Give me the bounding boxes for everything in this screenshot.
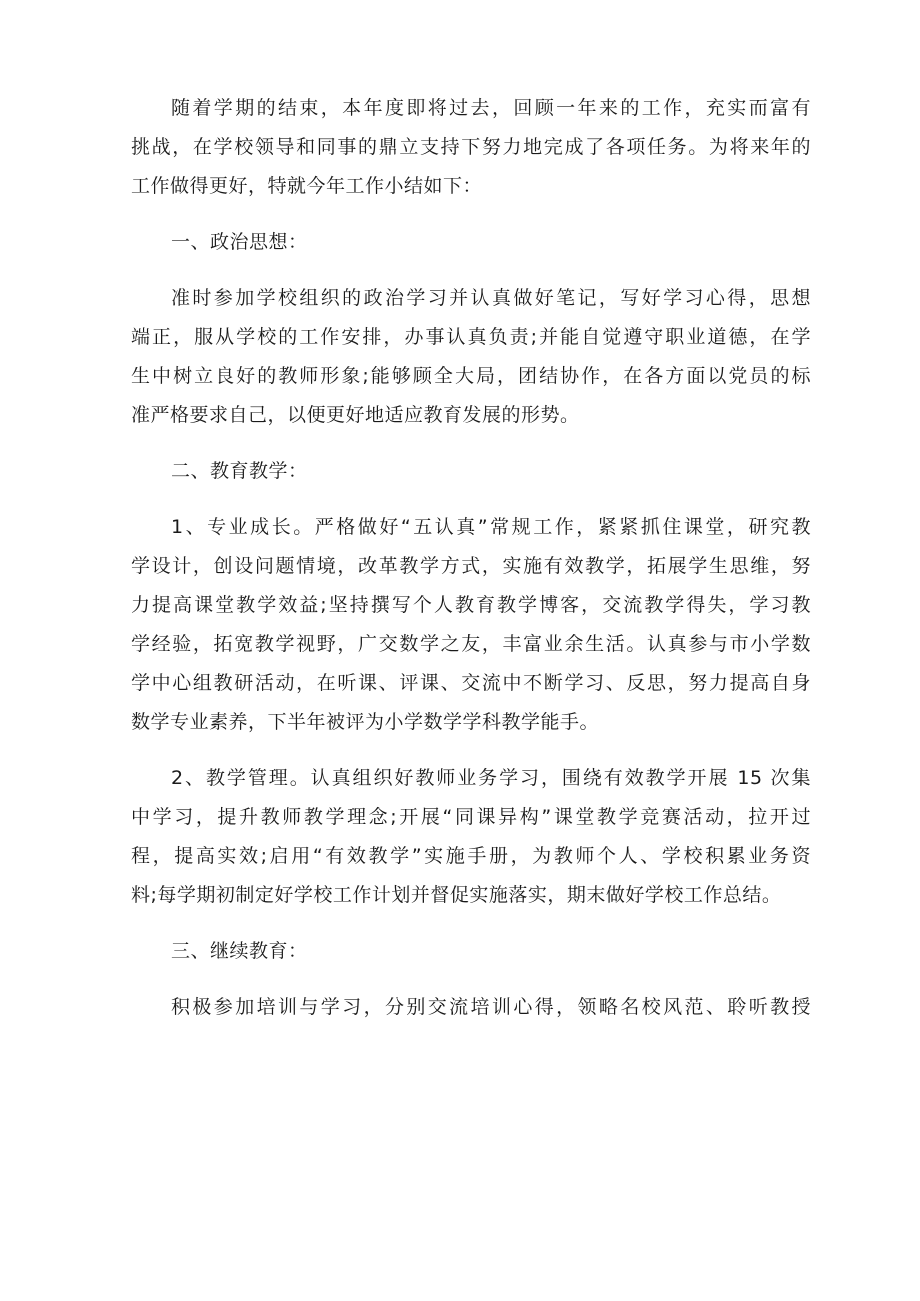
- paragraph-line: 学经验，拓宽教学视野，广交数学之友，丰富业余生活。认真参与市小学数: [131, 633, 811, 655]
- paragraph-line: 准时参加学校组织的政治学习并认真做好笔记，写好学习心得，思想: [171, 287, 811, 309]
- professional-growth-paragraph: [131, 508, 811, 742]
- heading-text: 二、教育教学：: [171, 460, 308, 482]
- paragraph-line: 随着学期的结束，本年度即将过去，回顾一年来的工作，充实而富有: [171, 97, 811, 119]
- paragraph-line: 学中心组教研活动，在听课、评课、交流中不断学习、反思，努力提高自身: [131, 672, 811, 694]
- document-body: [131, 89, 811, 1044]
- paragraph-line: 2、教学管理。认真组织好教师业务学习，围绕有效教学开展 15 次集: [171, 767, 811, 789]
- heading-text: 三、继续教育：: [171, 940, 308, 962]
- teaching-management-paragraph: [131, 759, 811, 915]
- heading-text: 一、政治思想：: [171, 231, 308, 253]
- continuing-education-paragraph: [131, 988, 811, 1027]
- paragraph-line: 料;每学期初制定好学校工作计划并督促实施落实，期末做好学校工作总结。: [131, 884, 782, 906]
- paragraph-line: 力提高课堂教学效益;坚持撰写个人教育教学博客，交流教学得失，学习教: [131, 594, 811, 616]
- section-heading-politics: [131, 223, 811, 262]
- paragraph-line: 挑战，在学校领导和同事的鼎立支持下努力地完成了各项任务。为将来年的: [131, 136, 811, 158]
- politics-paragraph: [131, 279, 811, 435]
- paragraph-line: 积极参加培训与学习，分别交流培训心得，领略名校风范、聆听教授: [171, 996, 811, 1018]
- paragraph-line: 准严格要求自己，以便更好地适应教育发展的形势。: [131, 404, 580, 426]
- paragraph-line: 学设计，创设问题情境，改革教学方式，实施有效教学，拓展学生思维，努: [131, 555, 811, 577]
- section-heading-teaching: [131, 452, 811, 491]
- paragraph-line: 1、专业成长。严格做好“五认真”常规工作，紧紧抓住课堂，研究教: [171, 516, 811, 538]
- paragraph-line: 数学专业素养，下半年被评为小学数学学科教学能手。: [131, 711, 600, 733]
- section-heading-continuing-education: [131, 932, 811, 971]
- paragraph-line: 生中树立良好的教师形象;能够顾全大局，团结协作，在各方面以党员的标: [131, 365, 811, 387]
- paragraph-line: 程，提高实效;启用“有效教学”实施手册，为教师个人、学校积累业务资: [131, 845, 811, 867]
- paragraph-line: 工作做得更好，特就今年工作小结如下：: [131, 175, 483, 197]
- paragraph-line: 端正，服从学校的工作安排，办事认真负责;并能自觉遵守职业道德，在学: [131, 326, 811, 348]
- intro-paragraph: [131, 89, 811, 206]
- paragraph-line: 中学习，提升教师教学理念;开展“同课异构”课堂教学竞赛活动，拉开过: [131, 806, 811, 828]
